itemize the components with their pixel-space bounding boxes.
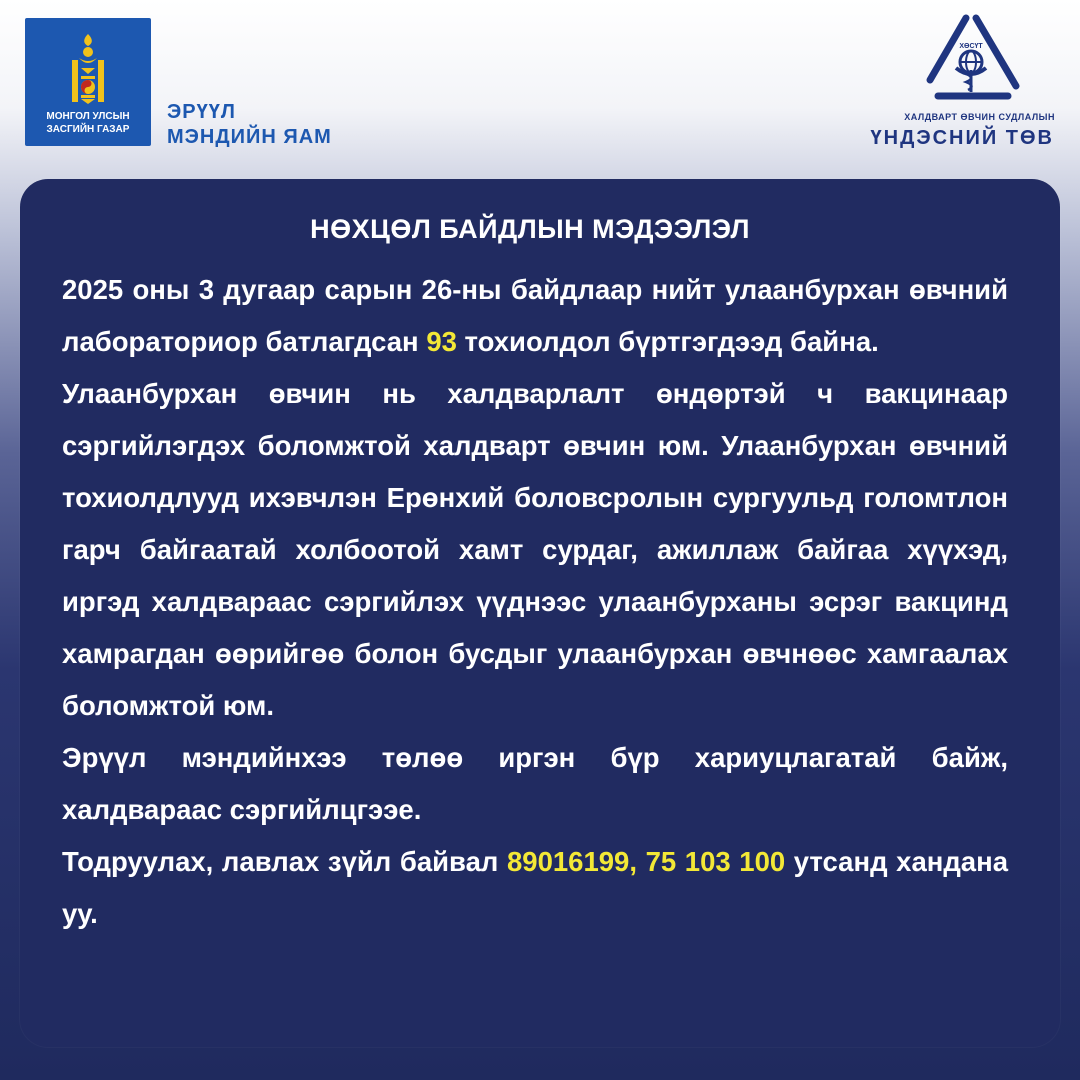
paragraph-measles-info: Улаанбурхан өвчин нь халдварлалт өндөртэй ч вакцинаар сэргийлэгдэх боломжтой халдварт өвчин юм. Улаанбурхан өвчний тохиолдлууд ихэвчлэн Ерөнхий боловсролын сургуульд голомтлон гарч байгаатай холбоотой хамт сурдаг, ажиллаж байгаа хүүхэд, иргэд халдвараас сэргийлэх үүднээс улаанбурханы эсрэг вакцинд хамрагдан өөрийгөө болон бусдыг улаанбурхан өвчнөөс хамгаалах боломжтой юм. (62, 378, 1008, 721)
paragraph-case-count (62, 264, 1008, 368)
government-logo (25, 18, 151, 146)
nccd-logo-text: ХӨСҮТ (959, 43, 983, 50)
ministry-name (167, 100, 332, 150)
government-logo-text: МОНГОЛ УЛСЫН ЗАСГИЙН ГАЗАР (46, 111, 130, 135)
case-count-text-after: тохиолдол бүртгэгдээд байна. (456, 326, 879, 357)
info-body (62, 264, 1008, 940)
case-count-number: 93 (426, 326, 457, 357)
nccd-logo-icon (916, 12, 1026, 108)
contact-phone-numbers: 89016199, 75 103 100 (506, 846, 786, 877)
ministry-name-line1: ЭРҮҮЛ (167, 101, 236, 123)
soyombo-emblem-icon (63, 32, 113, 106)
case-count-text-before: 2025 оны 3 дугаар сарын 26-ны байдлаар нийт улаанбурхан өвчний лабораториор батлагдсан (62, 274, 1008, 357)
center-title: ҮНДЭСНИЙ ТӨВ (870, 127, 1054, 149)
paragraph-contact (62, 836, 1008, 940)
ministry-name-line2: МЭНДИЙН ЯАМ (167, 126, 332, 148)
center-subtitle: ХАЛДВАРТ ӨВЧИН СУДЛАЛЫН (904, 112, 1055, 122)
page-title: НӨХЦӨЛ БАЙДЛЫН МЭДЭЭЛЭЛ (310, 214, 750, 244)
contact-text-after: утсанд хандана уу. (62, 846, 1008, 929)
contact-text-before: Тодруулах, лавлах зүйл байвал (62, 846, 507, 877)
paragraph-responsibility: Эрүүл мэндийнхээ төлөө иргэн бүр хариуцлагатай байж, халдвараас сэргийлцгээе. (62, 742, 1008, 825)
